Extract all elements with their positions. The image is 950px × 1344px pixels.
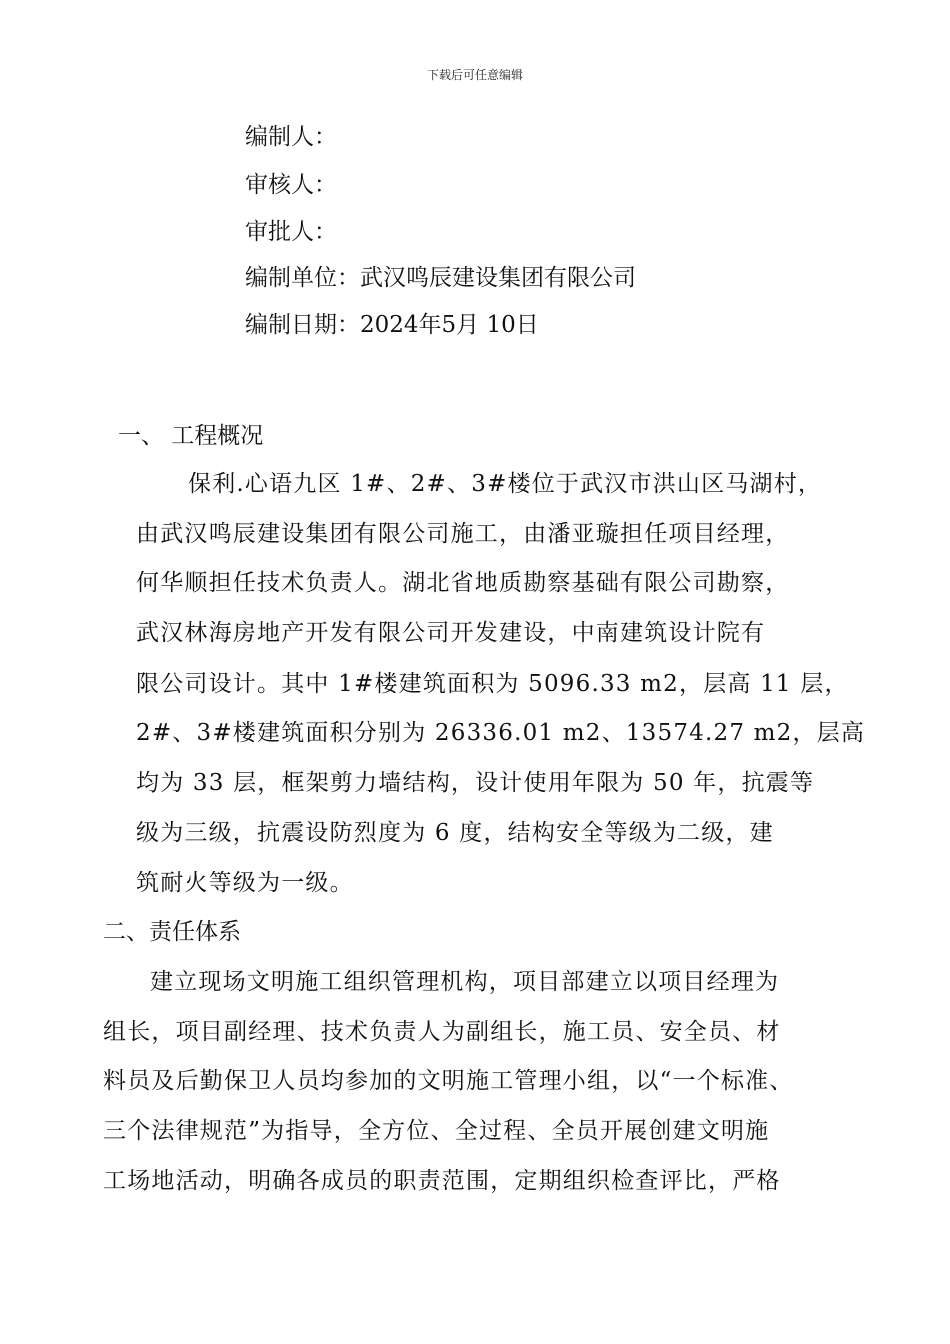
reviewer-line: 审核人： [245, 172, 337, 198]
section-1-line: 2#、3#楼建筑面积分别为 26336.01 m2、13574.27 m2，层高 [136, 720, 866, 746]
section-1-line: 筑耐火等级为一级。 [136, 870, 354, 896]
section-1-line: 由武汉鸣辰建设集团有限公司施工，由潘亚璇担任项目经理， [136, 521, 790, 547]
approver-line: 审批人： [245, 219, 337, 245]
section-1-line: 级为三级，抗震设防烈度为 6 度，结构安全等级为二级，建 [136, 820, 774, 846]
header-note: 下载后可任意编辑 [426, 68, 523, 82]
section-2-line: 建立现场文明施工组织管理机构，项目部建立以项目经理为 [150, 969, 780, 995]
section-1-line: 何华顺担任技术负责人。湖北省地质勘察基础有限公司勘察， [136, 570, 790, 596]
section-2-line: 三个法律规范”为指导，全方位、全过程、全员开展创建文明施 [103, 1118, 770, 1144]
date-line: 编制日期：2024年5月 10日 [245, 312, 539, 338]
section-2-heading: 二、责任体系 [103, 919, 241, 945]
section-2-line: 组长，项目副经理、技术负责人为副组长，施工员、安全员、材 [103, 1019, 781, 1045]
section-1-line: 均为 33 层，框架剪力墙结构，设计使用年限为 50 年，抗震等 [136, 770, 815, 796]
section-1-line: 武汉林海房地产开发有限公司开发建设，中南建筑设计院有 [136, 620, 766, 646]
unit-line: 编制单位：武汉鸣辰建设集团有限公司 [245, 265, 636, 291]
section-1-line: 限公司设计。其中 1#楼建筑面积为 5096.33 m2，层高 11 层， [136, 671, 849, 697]
section-2-line: 工场地活动，明确各成员的职责范围，定期组织检查评比，严格 [103, 1168, 781, 1194]
section-2-line: 料员及后勤保卫人员均参加的文明施工管理小组，以“一个标准、 [103, 1068, 794, 1094]
section-1-heading: 一、 工程概况 [118, 423, 264, 449]
compiler-line: 编制人： [245, 124, 337, 150]
section-1-line: 保利.心语九区 1#、2#、3#楼位于武汉市洪山区马湖村， [188, 471, 823, 497]
